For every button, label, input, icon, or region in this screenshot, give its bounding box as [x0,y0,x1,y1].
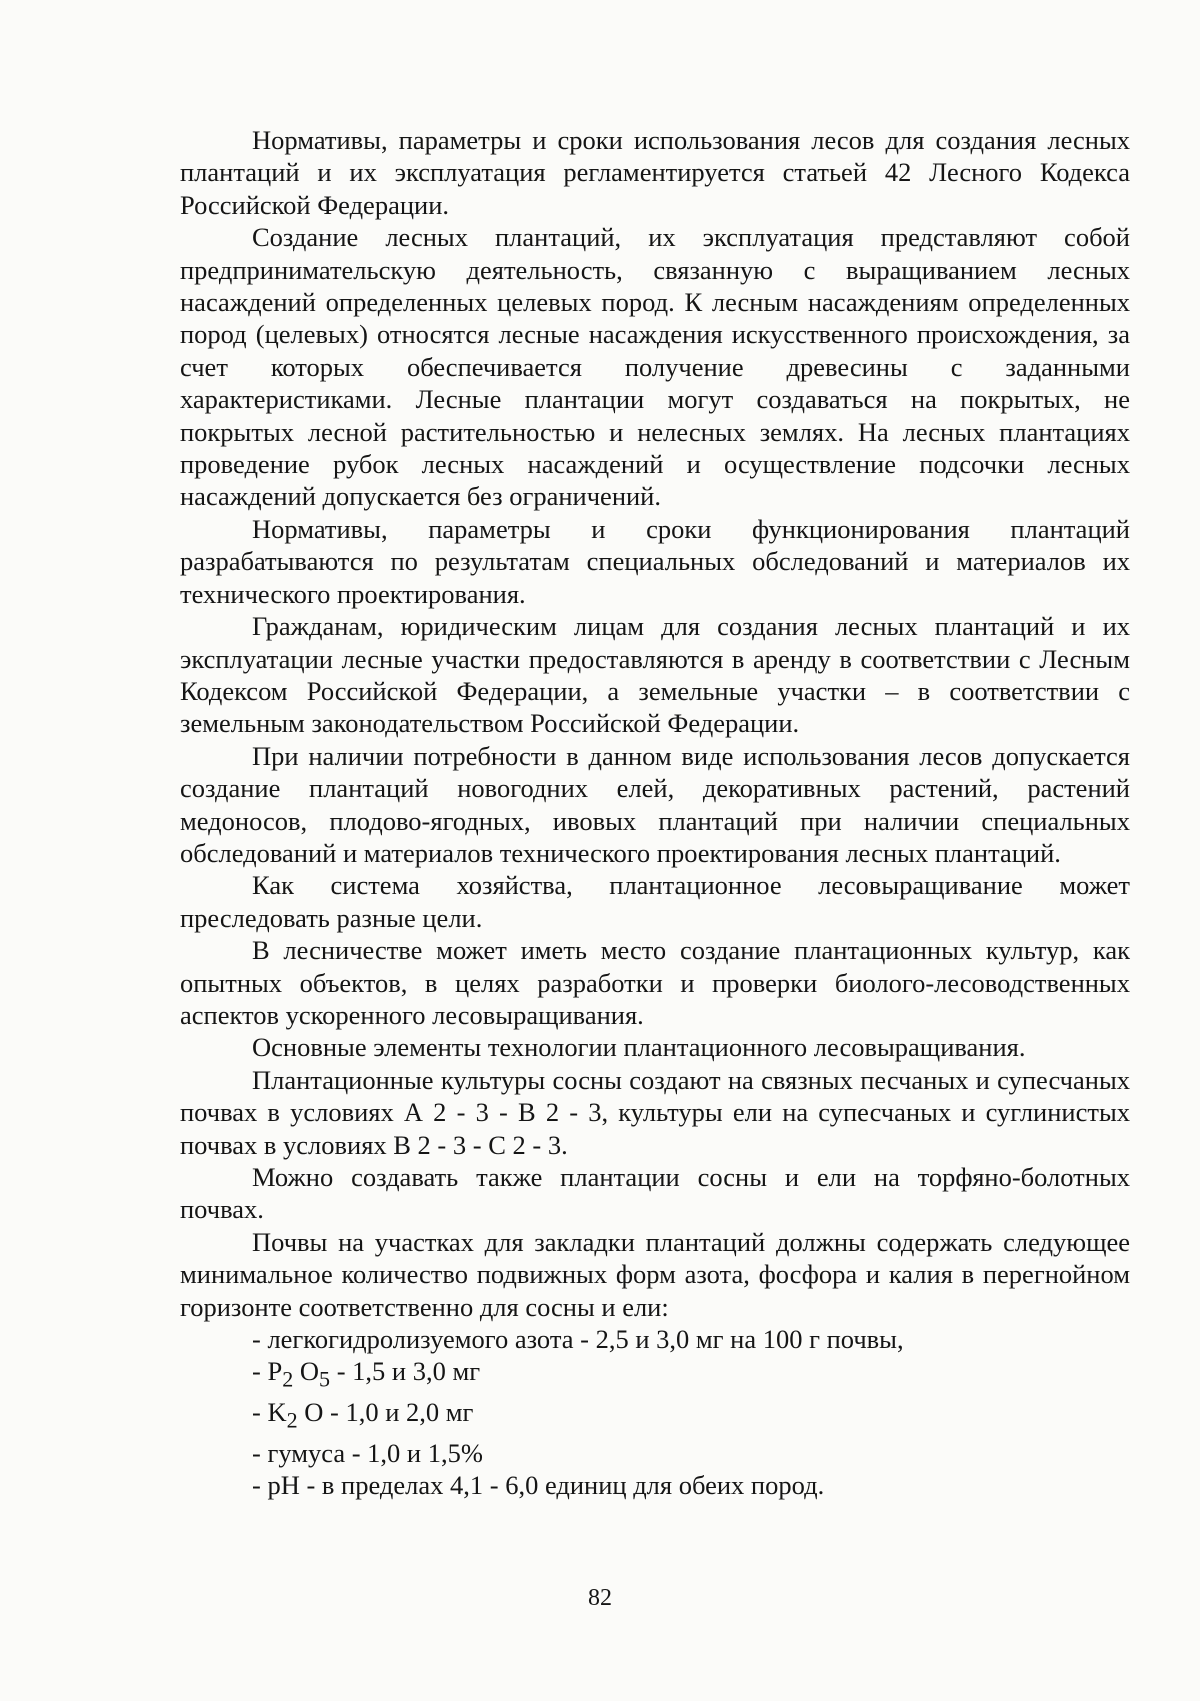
paragraph: Создание лесных плантаций, их эксплуатация представляют собой предпринимательскую деятельность, связанную с выращиванием лесных насаждений определенных целевых пород. К лесным насаждениям определенных пород (целевых) относятся лесные насаждения искусственного происхождения, за счет которых обеспечивается получение древесины с заданными характеристиками. Лесные плантации могут создаваться на покрытых, не покрытых лесной растительностью и нелесных землях. На лесных плантациях проведение рубок лесных насаждений и осуществление подсочки лесных насаждений допускается без ограничений. [180,222,1130,512]
formula-subscript: 5 [319,1366,331,1392]
formula-part: - P [252,1356,283,1387]
paragraph: Нормативы, параметры и сроки использования лесов для создания лесных плантаций и их эксплуатация регламентируется статьей 42 Лесного Кодекса Российской Федерации. [180,125,1130,220]
page-number: 82 [588,1585,612,1611]
formula-part: O - 1,0 и 2,0 мг [297,1397,474,1428]
formula-part: - K [252,1397,287,1428]
formula-subscript: 2 [286,1407,298,1433]
list-item-ph: - pH - в пределах 4,1 - 6,0 единиц для обеих пород. [252,1470,825,1501]
list-item-k2o [180,1396,1130,1437]
paragraph: Почвы на участках для закладки плантаций должны содержать следующее минимальное количество подвижных форм азота, фосфора и калия в перегнойном горизонте соответственно для сосны и ели: [180,1226,1130,1322]
paragraph: Нормативы, параметры и сроки функционирования плантаций разрабатываются по результатам специальных обследований и материалов их технического проектирования. [180,513,1130,609]
paragraph: Гражданам, юридическим лицам для создания лесных плантаций и их эксплуатации лесные участки предоставляются в аренду в соответствии с Лесным Кодексом Российской Федерации, а земельные участки – в соответствии с земельным законодательством Российской Федерации. [180,611,1130,739]
paragraph: Как система хозяйства, плантационное лесовыращивание может преследовать разные цели. [180,870,1130,933]
document-body [180,124,1130,1502]
formula-subscript: 2 [282,1366,294,1392]
paragraph: Плантационные культуры сосны создают на связных песчаных и супесчаных почвах в условиях А 2 - 3 - В 2 - 3, культуры ели на супесчаных и суглинистых почвах в условиях В 2 - 3 - С 2 - 3. [180,1064,1130,1160]
formula-part: - 1,5 и 3,0 мг [330,1356,481,1387]
paragraph: Можно создавать также плантации сосны и ели на торфяно-болотных почвах. [180,1162,1130,1225]
list-item-p2o5 [180,1355,1130,1396]
list-item-humus: - гумуса - 1,0 и 1,5% [252,1437,483,1468]
list-item-nitrogen: - легкогидролизуемого азота - 2,5 и 3,0 мг на 100 г почвы, [252,1324,904,1355]
paragraph: Основные элементы технологии плантационного лесовыращивания. [252,1032,1026,1063]
soil-requirements-list [180,1323,1130,1502]
paragraph: При наличии потребности в данном виде использования лесов допускается создание плантаций новогодних елей, декоративных растений, растений медоносов, плодово-ягодных, ивовых плантаций при наличии специальных обследований и материалов технического проектирования лесных плантаций. [180,740,1130,868]
formula-part: O [293,1356,320,1387]
paragraph: В лесничестве может иметь место создание плантационных культур, как опытных объектов, в целях разработки и проверки биолого-лесоводственных аспектов ускоренного лесовыращивания. [180,935,1130,1030]
